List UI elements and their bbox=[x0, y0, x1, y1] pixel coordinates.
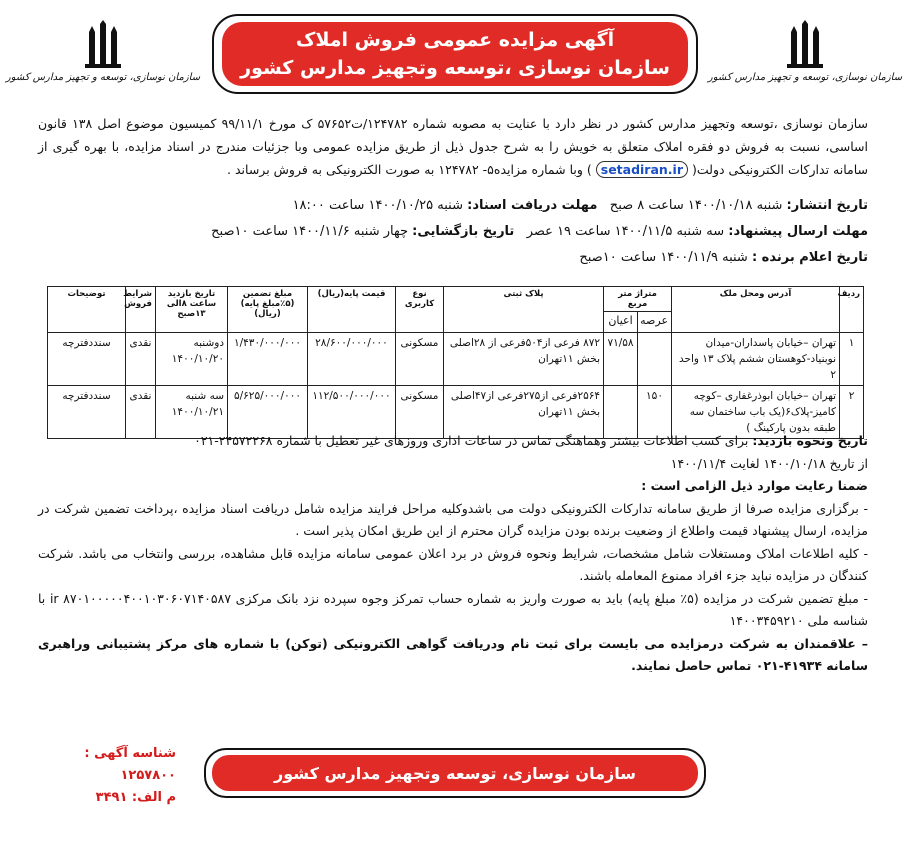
cell-area-land: ۱۵۰ bbox=[638, 386, 672, 439]
winner-date-line bbox=[579, 250, 868, 265]
visit-text: برای کسب اطلاعات بیشتر وهماهنگی تماس در ساعات اداری وروزهای غیر تعطیل با شماره ۲۴۵۷۲۲۶۸-۰۲۱ bbox=[194, 433, 749, 448]
table-row bbox=[48, 333, 864, 386]
note-1: - برگزاری مزایده صرفا از طریق سامانه تدارکات الکترونیکی دولت می باشدوکلیه مراحل فرایند مزایده شامل دریافت اسناد مزایده ،پرداخت تضمین شرکت در مزایده، ارسال پیشنهاد قیمت واطلاع از وضعیت برنده بودن مزایده گران محترم از این طریق امکان پذیر است . bbox=[38, 500, 868, 538]
receive-value: شنبه ۱۴۰۰/۱۰/۲۵ ساعت ۱۸:۰۰ bbox=[292, 198, 463, 213]
open-label: تاریخ بازگشایی: bbox=[412, 224, 515, 239]
header-row-number: ردیف bbox=[840, 287, 864, 333]
cell-usage: مسکونی bbox=[396, 333, 444, 386]
header-area: متراژ متر مربع bbox=[604, 287, 672, 312]
notes-section bbox=[38, 430, 868, 678]
header-title: آگهی مزایده عمومی فروش املاک bbox=[295, 29, 615, 51]
header-description: توضیحات bbox=[48, 287, 126, 333]
header-usage: نوع کاربری bbox=[396, 287, 444, 333]
publish-value: شنبه ۱۴۰۰/۱۰/۱۸ ساعت ۸ صبح bbox=[609, 198, 783, 213]
cell-deposit: ۵/۶۲۵/۰۰۰/۰۰۰ bbox=[228, 386, 308, 439]
header-subtitle: سازمان نوسازی ،توسعه وتجهیز مدارس کشور bbox=[240, 57, 670, 79]
properties-table bbox=[47, 286, 864, 439]
receive-label: مهلت دریافت اسناد: bbox=[467, 198, 598, 213]
header-area-building: اعیان bbox=[604, 312, 638, 333]
cell-visit: سه شنبه ۱۴۰۰/۱۰/۲۱ bbox=[156, 386, 228, 439]
intro-text-2: ) وبا شماره مزایده۵- ۱۲۴۷۸۲ به صورت الکترونیکی به فروش برساند . bbox=[227, 162, 592, 177]
cell-price: ۱۱۲/۵۰۰/۰۰۰/۰۰۰ bbox=[308, 386, 396, 439]
cell-deposit: ۱/۴۳۰/۰۰۰/۰۰۰ bbox=[228, 333, 308, 386]
send-label: مهلت ارسال پیشنهاد: bbox=[728, 224, 868, 239]
organization-emblem-icon bbox=[81, 20, 125, 70]
ad-reference: م الف: ۳۴۹۱ bbox=[95, 790, 176, 805]
organization-emblem-icon bbox=[783, 20, 827, 70]
header-banner bbox=[212, 14, 698, 94]
winner-label: تاریخ اعلام برنده : bbox=[751, 250, 868, 265]
cell-area-building: ۷۱/۵۸ bbox=[604, 333, 638, 386]
logo-caption: سازمان نوسازی، توسعه و تجهیز مدارس کشور bbox=[707, 72, 903, 83]
header-deposit: مبلغ تضمین (۵٪مبلغ پایه) (ریال) bbox=[228, 287, 308, 333]
send-value: سه شنبه ۱۴۰۰/۱۱/۵ ساعت ۱۹ عصر bbox=[526, 224, 725, 239]
cell-terms: نقدی bbox=[126, 333, 156, 386]
cell-description: سنددفترچه bbox=[48, 386, 126, 439]
cell-address: تهران –خیابان ابوذرغفاری –کوچه کامیز-پلاک۶(یک باب ساختمان سه طبقه بدون پارکینگ ) bbox=[672, 386, 840, 439]
visit-range: از تاریخ ۱۴۰۰/۱۰/۱۸ لغایت ۱۴۰۰/۱۱/۴ bbox=[670, 455, 868, 471]
cell-address: تهران –خیابان پاسداران-میدان نوبنیاد-کوهستان ششم پلاک ۱۳ واحد ۲ bbox=[672, 333, 840, 386]
winner-value: شنبه ۱۴۰۰/۱۱/۹ ساعت ۱۰صبح bbox=[579, 250, 748, 265]
header-plaque: پلاک ثبتی bbox=[444, 287, 604, 333]
visit-line bbox=[38, 430, 868, 453]
organization-logo-left bbox=[5, 20, 201, 100]
header-address: آدرس ومحل ملک bbox=[672, 287, 840, 333]
publish-date-line bbox=[293, 198, 868, 213]
open-value: چهار شنبه ۱۴۰۰/۱۱/۶ ساعت ۱۰صبح bbox=[211, 224, 408, 239]
intro-paragraph bbox=[38, 112, 868, 181]
visit-label: تاریخ ونحوه بازدید: bbox=[752, 433, 868, 448]
cell-price: ۲۸/۶۰۰/۰۰۰/۰۰۰ bbox=[308, 333, 396, 386]
cell-usage: مسکونی bbox=[396, 386, 444, 439]
logo-caption: سازمان نوسازی، توسعه و تجهیز مدارس کشور bbox=[5, 72, 201, 83]
cell-plaque: ۲۵۶۴فرعی از۲۷۵فرعی از۴۷اصلی بخش ۱۱تهران bbox=[444, 386, 604, 439]
cell-terms: نقدی bbox=[126, 386, 156, 439]
publish-label: تاریخ انتشار: bbox=[786, 198, 868, 213]
notes-heading: ضمنا رعایت موارد ذیل الزامی است : bbox=[641, 478, 868, 493]
footer-banner bbox=[204, 748, 706, 798]
intro-text-1: سازمان نوسازی ،توسعه وتجهیز مدارس کشور در نظر دارد با عنایت به مصوبه شماره ۱۲۴۷۸۲/ت۵۷۶۵۲ ک مورخ ۹۹/۱۱/۱ کمیسیون موضوع اصل ۱۳۸ قانون اساسی، نسبت به فروش دو فقره املاک متعلق به خویش را به شرح جدول ذیل از طریق مزایده عمومی وبا جزئیات مندرج در اسناد مزایده، با بهره گیری از سامانه تدارکات الکترونیکی دولت( bbox=[38, 116, 869, 177]
ad-serial bbox=[46, 743, 176, 809]
footer-text: سازمان نوسازی، توسعه وتجهیز مدارس کشور bbox=[212, 755, 698, 791]
header-area-land: عرصه bbox=[638, 312, 672, 333]
ad-id: شناسه آگهی : ۱۲۵۷۸۰۰ bbox=[84, 746, 176, 783]
organization-logo-right bbox=[707, 20, 903, 100]
header-visit: تاریخ بازدید ساعت ۸الی ۱۳صبح bbox=[156, 287, 228, 333]
note-3: - مبلغ تضمین شرکت در مزایده (۵٪ مبلغ پایه) باید به صورت واریز به شماره حساب تمرکز وجوه سپرده نزد بانک مرکزی ir ۸۷۰۱۰۰۰۰۰۴۰۰۱۰۳۰۶۰۷۱۴۰۵۸۷ با شناسه ملی ۱۴۰۰۳۴۵۹۲۱۰ bbox=[38, 590, 868, 628]
cell-visit: دوشنبه ۱۴۰۰/۱۰/۲۰ bbox=[156, 333, 228, 386]
setadiran-link[interactable]: setadiran.ir bbox=[596, 161, 688, 178]
cell-description: سنددفترچه bbox=[48, 333, 126, 386]
note-4: – علاقمندان به شرکت درمزایده می بایست برای ثبت نام ودریافت گواهی الکترونیکی (توکن) با شماره های مرکز پشتیبانی وراهبری سامانه ۴۱۹۳۴-۰۲۱ تماس حاصل نمایند. bbox=[38, 635, 868, 673]
header-price: قیمت پایه(ریال) bbox=[308, 287, 396, 333]
cell-plaque: ۸۷۲ فرعی از۵۰۴فرعی از ۲۸اصلی بخش ۱۱تهران bbox=[444, 333, 604, 386]
cell-area-land bbox=[638, 333, 672, 386]
header-terms: شرایط فروش bbox=[126, 287, 156, 333]
cell-row: ۲ bbox=[840, 386, 864, 439]
cell-row: ۱ bbox=[840, 333, 864, 386]
send-date-line bbox=[211, 224, 868, 239]
note-2: - کلیه اطلاعات املاک ومستغلات شامل مشخصات، شرایط ونحوه فروش در برد اعلان عمومی سامانه مزایده قابل مشاهده، بررسی وانتخاب می باشد. شرکت کنندگان در مزایده نباید جزء افراد ممنوع المعامله باشند. bbox=[38, 545, 868, 583]
